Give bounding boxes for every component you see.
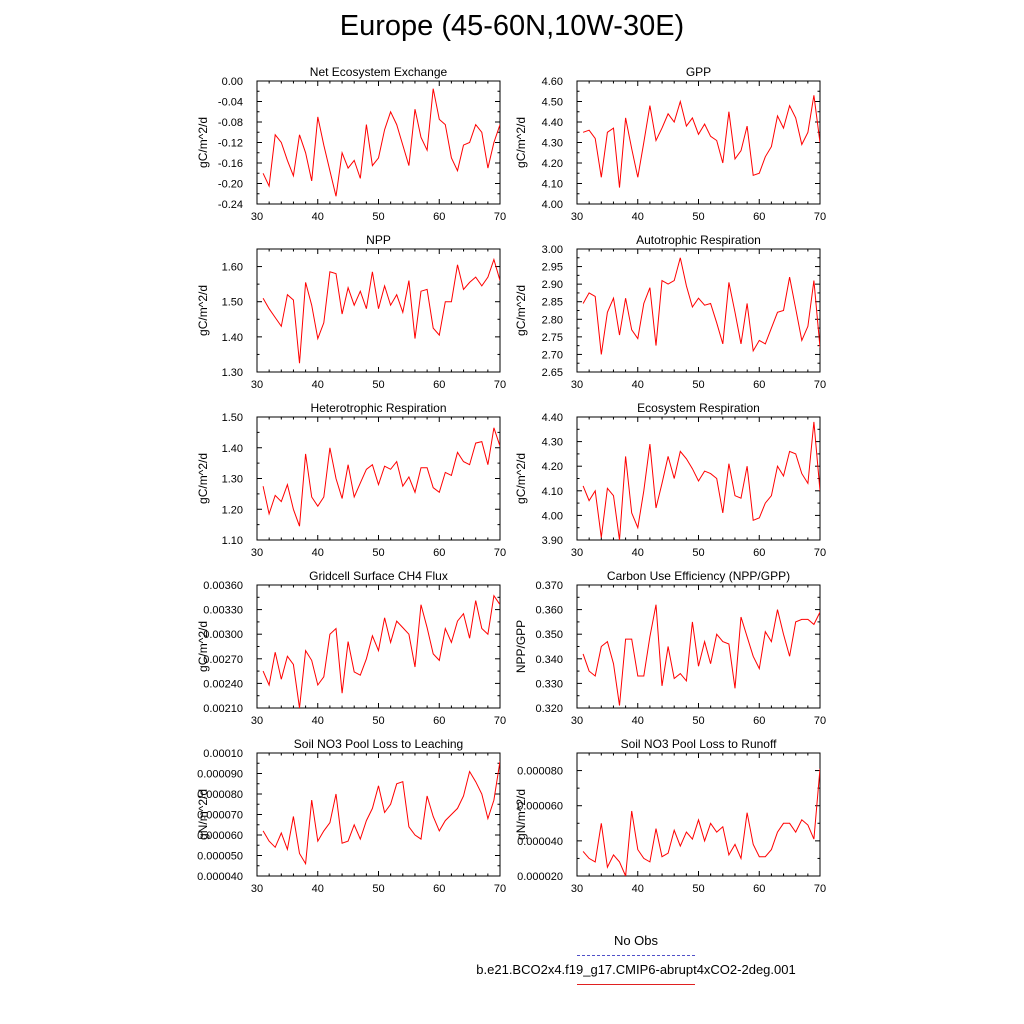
plot-frame [577,81,820,204]
y-tick-label: 4.30 [541,436,563,449]
y-tick-label: 1.30 [221,473,243,486]
x-tick-label: 60 [433,883,446,895]
series-line [263,89,500,197]
y-tick-label: 2.65 [541,367,563,379]
plot-frame [257,81,500,204]
x-tick-label: 40 [311,547,324,559]
chart-title: Ecosystem Respiration [637,401,760,415]
x-tick-label: 30 [250,211,264,223]
y-tick-label: 0.000080 [197,789,243,801]
chart-panel-3 [514,233,826,391]
x-tick-label: 70 [493,883,507,895]
x-tick-label: 40 [311,379,324,391]
y-axis-label: gC/m^2/d [514,453,528,504]
y-tick-label: 3.00 [541,244,563,256]
series-line [583,605,820,706]
y-axis-label: NPP/GPP [514,619,528,674]
y-axis-label: gC/m^2/d [514,285,528,336]
figure-title: Europe (45-60N,10W-30E) [339,10,685,42]
chart-title: Gridcell Surface CH4 Flux [309,569,448,583]
x-tick-label: 40 [631,547,644,559]
x-tick-label: 50 [372,211,385,223]
x-tick-label: 60 [753,547,766,559]
y-tick-label: 1.40 [221,442,243,455]
chart-panel-8 [196,737,506,895]
y-tick-label: 4.20 [541,461,563,474]
y-axis-label: gC/m^2/d [196,117,210,168]
y-tick-label: 0.370 [535,580,563,592]
y-tick-label: 0.000060 [197,830,243,842]
x-tick-label: 50 [692,547,705,559]
y-tick-label: 0.00 [221,76,243,88]
chart-title: Net Ecosystem Exchange [309,65,448,79]
y-tick-label: 2.70 [541,349,563,362]
y-tick-label: 0.000050 [197,850,243,863]
y-tick-label: 0.00010 [203,748,243,760]
series-line [583,422,820,540]
y-tick-label: -0.16 [217,158,243,170]
y-tick-label: 0.320 [535,703,563,715]
y-tick-label: -0.12 [217,137,243,150]
x-tick-label: 60 [753,715,766,727]
legend-run-line [577,984,695,985]
y-axis-label: gC/m^2/d [196,621,210,672]
x-tick-label: 60 [433,211,446,223]
y-tick-label: -0.08 [217,117,243,129]
x-tick-label: 40 [631,715,644,727]
x-tick-label: 50 [372,883,385,895]
y-tick-label: 4.30 [541,137,563,150]
chart-panel-2 [196,233,506,391]
plot-frame [257,753,500,876]
y-tick-label: 0.000090 [197,768,243,781]
chart-title: Carbon Use Efficiency (NPP/GPP) [606,569,791,583]
y-tick-label: -0.04 [217,96,243,109]
y-tick-label: 0.00360 [203,580,243,592]
y-tick-label: 3.90 [541,535,563,547]
x-tick-label: 70 [493,715,507,727]
y-axis-label: gC/m^2/d [514,117,528,168]
x-tick-label: 50 [692,715,705,727]
series-line [263,761,500,864]
series-line [263,596,500,708]
x-tick-label: 50 [692,211,705,223]
y-tick-label: 0.00330 [203,604,243,617]
plot-frame [257,585,500,708]
y-tick-label: 4.40 [541,117,563,129]
x-tick-label: 30 [250,379,264,391]
x-tick-label: 50 [372,715,385,727]
x-tick-label: 30 [250,715,264,727]
y-tick-label: 0.360 [535,604,563,617]
series-line [263,428,500,526]
chart-panel-5 [514,401,826,559]
x-tick-label: 30 [250,883,264,895]
y-tick-label: 4.10 [541,178,563,191]
y-tick-label: 1.30 [221,367,243,379]
chart-panel-0 [196,65,506,223]
x-tick-label: 30 [570,211,584,223]
legend-obs-line [577,955,695,956]
x-tick-label: 30 [570,715,584,727]
y-tick-label: 4.40 [541,412,563,424]
y-tick-label: 0.350 [535,629,563,642]
y-tick-label: 4.00 [541,199,563,211]
y-tick-label: 1.50 [221,296,243,309]
y-tick-label: 0.000040 [197,871,243,883]
y-tick-label: 1.10 [221,535,243,547]
y-tick-label: 0.00240 [203,678,243,691]
chart-title: GPP [685,65,712,79]
chart-panel-9 [514,737,826,895]
y-axis-label: gN/m^2/d [196,789,210,840]
chart-title: NPP [366,233,391,247]
y-tick-label: 0.000080 [517,765,563,778]
x-tick-label: 50 [692,883,705,895]
series-line [583,769,820,876]
plot-frame [257,249,500,372]
x-tick-label: 40 [631,379,644,391]
x-tick-label: 60 [753,211,766,223]
x-tick-label: 30 [570,547,584,559]
y-tick-label: 2.80 [541,314,563,327]
y-tick-label: 0.000020 [517,871,563,883]
plot-frame [257,417,500,540]
x-tick-label: 60 [433,379,446,391]
y-tick-label: 4.20 [541,158,563,170]
chart-title: Soil NO3 Pool Loss to Runoff [620,737,777,751]
series-line [263,260,500,364]
x-tick-label: 50 [372,547,385,559]
series-line [583,95,820,187]
y-tick-label: 2.75 [541,331,563,344]
chart-title: Soil NO3 Pool Loss to Leaching [293,737,464,751]
y-tick-label: 2.90 [541,279,563,292]
chart-panel-1 [514,65,826,223]
x-tick-label: 30 [570,379,584,391]
legend-run-label: b.e21.BCO2x4.f19_g17.CMIP6-abrupt4xCO2-2deg.001 [476,962,796,977]
x-tick-label: 40 [311,211,324,223]
x-tick-label: 70 [813,211,827,223]
y-tick-label: -0.20 [217,178,243,191]
y-tick-label: 0.000040 [517,835,563,848]
y-tick-label: 4.00 [541,510,563,523]
plot-frame [577,585,820,708]
x-tick-label: 60 [433,547,446,559]
chart-panel-4 [196,401,506,559]
x-tick-label: 40 [631,211,644,223]
y-tick-label: 4.60 [541,76,563,88]
x-tick-label: 30 [570,883,584,895]
x-tick-label: 70 [813,547,827,559]
y-tick-label: 0.000070 [197,809,243,822]
y-tick-label: 2.85 [541,296,563,309]
x-tick-label: 40 [311,715,324,727]
y-tick-label: 0.00300 [203,629,243,642]
x-tick-label: 70 [813,379,827,391]
plot-frame [577,417,820,540]
x-tick-label: 50 [372,379,385,391]
y-tick-label: 0.330 [535,678,563,691]
y-axis-label: gN/m^2/d [514,789,528,840]
y-tick-label: 0.340 [535,653,563,666]
y-tick-label: 0.000060 [517,800,563,813]
y-axis-label: gC/m^2/d [196,453,210,504]
x-tick-label: 70 [813,883,827,895]
y-tick-label: 0.00210 [203,703,243,715]
x-tick-label: 50 [692,379,705,391]
chart-title: Autotrophic Respiration [636,233,761,247]
y-tick-label: 1.20 [221,504,243,517]
x-tick-label: 40 [311,883,324,895]
x-tick-label: 70 [493,211,507,223]
x-tick-label: 40 [631,883,644,895]
legend-obs-label: No Obs [613,933,659,948]
x-tick-label: 60 [753,379,766,391]
y-tick-label: 0.00270 [203,653,243,666]
chart-panel-7 [514,569,826,727]
chart-title: Heterotrophic Respiration [310,401,447,415]
y-tick-label: 1.50 [221,412,243,424]
y-tick-label: 4.10 [541,485,563,498]
plot-frame [577,753,820,876]
x-tick-label: 60 [433,715,446,727]
x-tick-label: 60 [753,883,766,895]
y-axis-label: gC/m^2/d [196,285,210,336]
x-tick-label: 70 [493,547,507,559]
x-tick-label: 30 [250,547,264,559]
chart-panel-6 [196,569,506,727]
y-tick-label: 2.95 [541,261,563,274]
y-tick-label: -0.24 [217,199,243,211]
y-tick-label: 1.60 [221,261,243,274]
x-tick-label: 70 [813,715,827,727]
series-line [583,258,820,355]
y-tick-label: 1.40 [221,331,243,344]
x-tick-label: 70 [493,379,507,391]
y-tick-label: 4.50 [541,96,563,109]
